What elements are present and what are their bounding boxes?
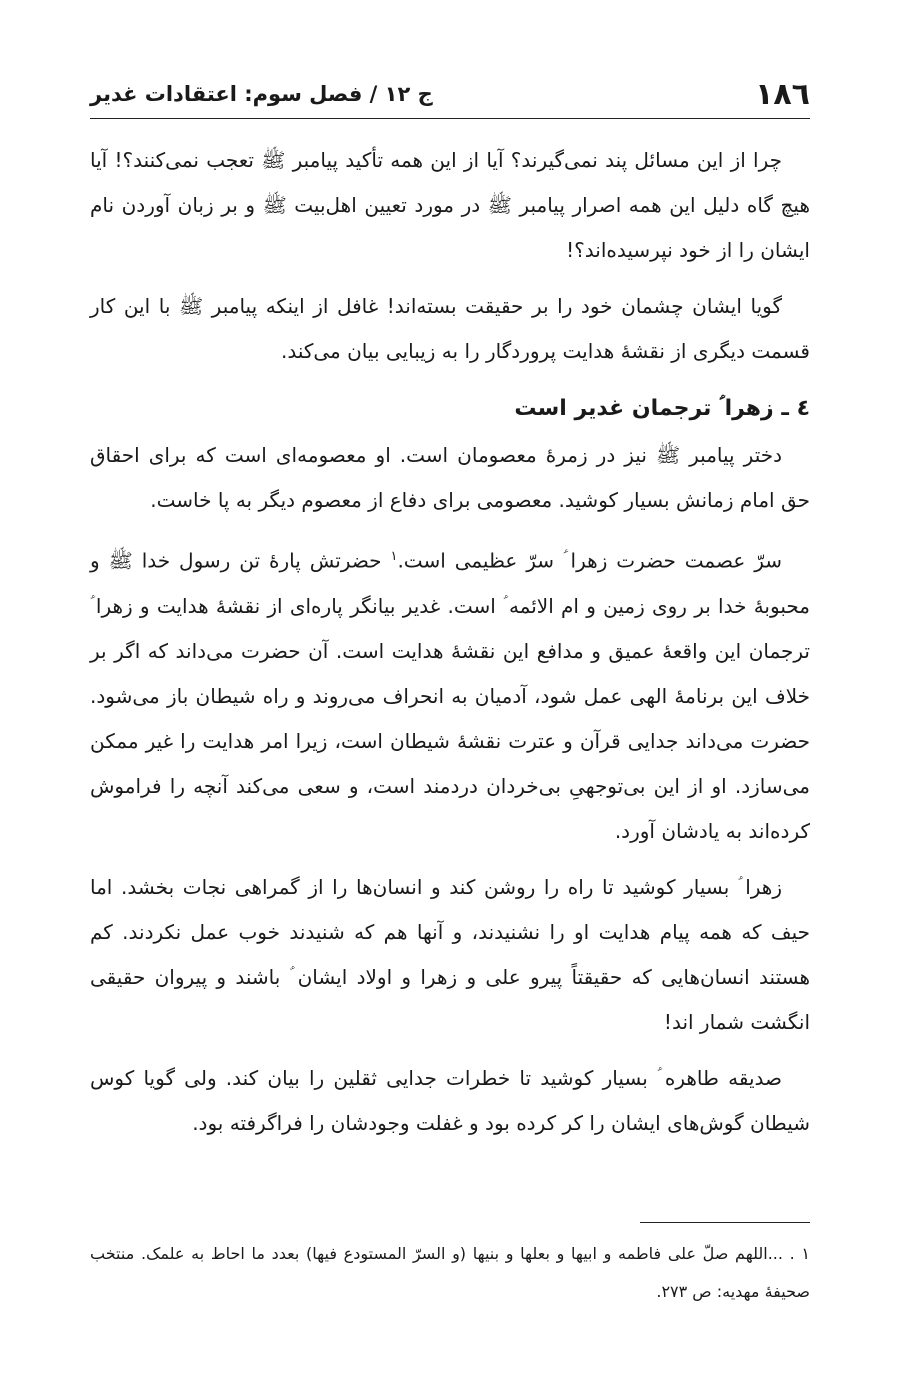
paragraph-3: دختر پیامبر ﷺ نیز در زمرهٔ معصومان است. او معصومه‌ای است که برای احقاق حق امام زمانش بسیار کوشید. معصومی برای دفاع از معصوم دیگر به پا خاست.	[90, 443, 810, 512]
paragraph-4-start: سرّ عصمت حضرت زهرا ؑ سرّ عظیمی است.	[397, 548, 782, 573]
paragraph-5: زهرا ؑ بسیار کوشید تا راه را روشن کند و انسان‌ها را از گمراهی نجات بخشد. اما حیف که همه پیام هدایت او را نشنیدند، و آنها هم که شنیدند خوب عمل نکردند. کم هستند انسان‌هایی که حقیقتاً پیرو علی و زهرا و اولاد ایشان ؑ باشند و پیروان حقیقی انگشت شمار اند!	[90, 874, 810, 1034]
page-body	[90, 138, 810, 1157]
paragraph-2: گویا ایشان چشمان خود را بر حقیقت بسته‌اند! غافل از اینکه پیامبر ﷺ با این کار قسمت دیگری از نقشهٔ هدایت پروردگار را به زیبایی بیان می‌کند.	[90, 294, 810, 363]
footnote: ١ . ...اللهم صلّ علی فاطمه و ابیها و بعلها و بنیها (و السرّ المستودع فیها) بعدد ما احاط به علمک. منتخب صحیفهٔ مهدیه: ص ٢٧٣.	[90, 1244, 810, 1301]
section-heading: ٤ ـ زهرا ؑ ترجمان غدیر است	[514, 396, 810, 421]
footnote-divider	[640, 1222, 810, 1223]
paragraph-1: چرا از این مسائل پند نمی‌گیرند؟ آیا از این همه تأکید پیامبر ﷺ تعجب نمی‌کنند؟! آیا هیچ گاه دلیل این همه اصرار پیامبر ﷺ در مورد تعیین اهل‌بیت ﷺ و بر زبان آوردن نام ایشان را از خود نپرسیده‌اند؟!	[90, 148, 810, 262]
page-header	[90, 70, 810, 119]
paragraph-6: صدیقه طاهره ؑ بسیار کوشید تا خطرات جدایی ثقلین را بیان کند. ولی گویا کوس شیطان گوش‌های ایشان را کر کرده بود و غفلت وجودشان را فراگرفته بود.	[90, 1065, 810, 1135]
paragraph-4	[90, 534, 810, 854]
paragraph-4-rest: حضرتش پارهٔ تن رسول خدا ﷺ و محبوبهٔ خدا بر روی زمین و ام الائمه ؑ است. غدیر بیانگر پاره‌ای از نقشهٔ هدایت و زهرا ؑ ترجمان این واقعهٔ عمیق و مدافع این نقشهٔ هدایت است. آن حضرت می‌داند که اگر بر خلاف این برنامهٔ الهی عمل شود، آدمیان به انحراف می‌روند و راه شیطان باز می‌شود. حضرت می‌داند جدایی قرآن و عترت نقشهٔ شیطان است، زیرا امر هدایت را غیر ممکن می‌سازد. او از این بی‌توجهیِ بی‌خردان دردمند است، و سعی می‌کند آنچه را فراموش کرده‌اند به یادشان آورد.	[90, 548, 810, 843]
page-number: ١٨٦	[755, 76, 810, 112]
footnote-marker: ١	[390, 549, 398, 564]
running-title: ج ١٢ / فصل سوم: اعتقادات غدیر	[90, 82, 433, 106]
